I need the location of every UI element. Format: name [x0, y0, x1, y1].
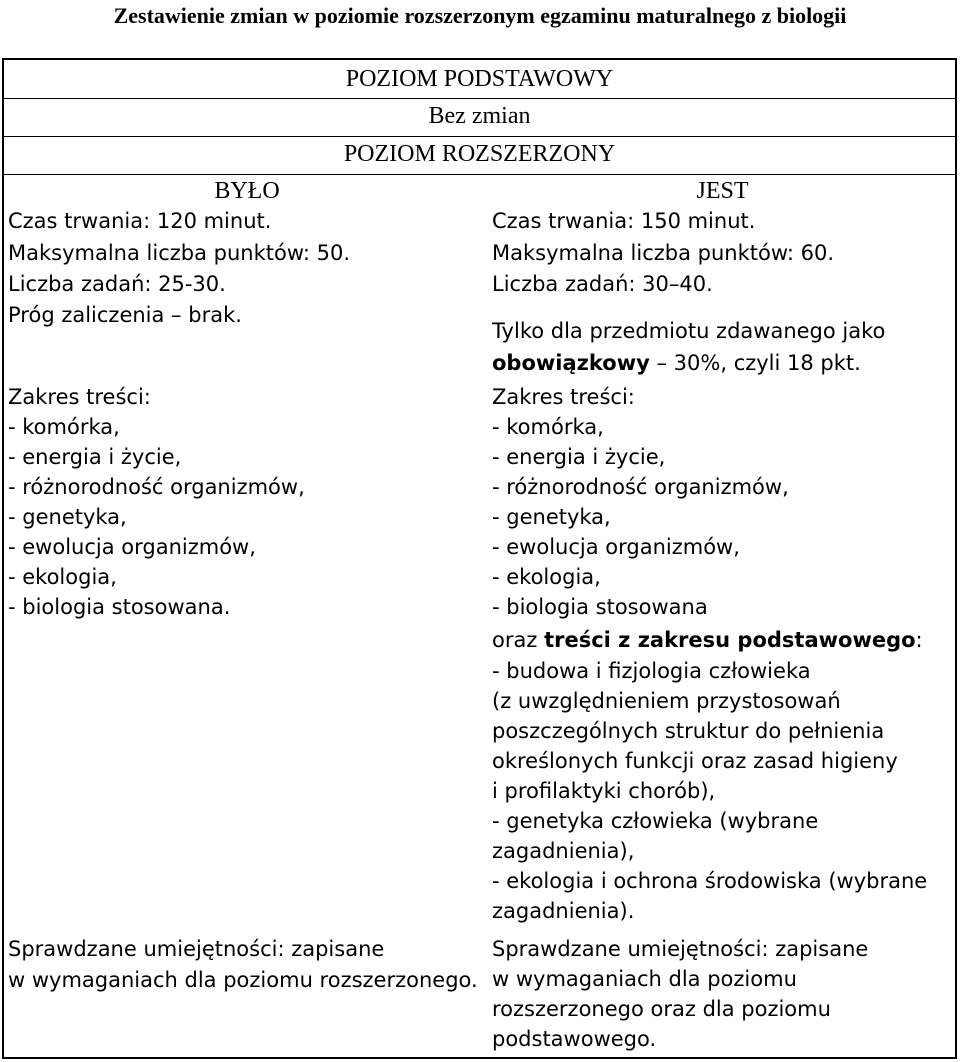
- before-skills-line-2: w wymaganiach dla poziomu rozszerzonego.: [8, 968, 478, 992]
- list-item: - ewolucja organizmów,: [8, 535, 256, 559]
- after-task-count: Liczba zadań: 30–40.: [492, 272, 713, 296]
- before-scope-list: [8, 412, 305, 622]
- column-header-after: JEST: [696, 178, 749, 204]
- list-item: - komórka,: [8, 415, 120, 439]
- list-item: - biologia stosowana.: [8, 595, 231, 619]
- column-header-before: BYŁO: [214, 178, 280, 204]
- extended-level-heading: POZIOM ROZSZERZONY: [343, 141, 616, 167]
- after-scope-list: [492, 412, 789, 622]
- list-item: - ekologia i ochrona środowiska (wybrane: [492, 869, 928, 893]
- before-threshold: Próg zaliczenia – brak.: [8, 303, 242, 327]
- after-max-points: Maksymalna liczba punktów: 60.: [492, 241, 835, 265]
- after-extra-scope-list: [492, 656, 927, 926]
- divider: [4, 174, 955, 175]
- list-item: - budowa i fizjologia człowieka: [492, 659, 811, 683]
- divider: [4, 136, 955, 137]
- before-max-points: Maksymalna liczba punktów: 50.: [8, 241, 351, 265]
- before-skills-line-1: Sprawdzane umiejętności: zapisane: [8, 937, 385, 961]
- list-item: - genetyka,: [8, 505, 127, 529]
- list-item: zagadnienia),: [492, 839, 635, 863]
- list-item: - genetyka człowieka (wybrane: [492, 809, 819, 833]
- mandatory-label: obowiązkowy: [492, 351, 650, 375]
- list-item: - ekologia,: [492, 565, 601, 589]
- before-task-count: Liczba zadań: 25-30.: [8, 272, 226, 296]
- before-duration: Czas trwania: 120 minut.: [8, 209, 272, 233]
- list-item: - biologia stosowana: [492, 595, 708, 619]
- list-item: (z uwzględnieniem przystosowań: [492, 689, 841, 713]
- list-item: - ekologia,: [8, 565, 117, 589]
- list-item: - ewolucja organizmów,: [492, 535, 740, 559]
- list-item: i profilaktyki chorób),: [492, 779, 716, 803]
- skills-line: w wymaganiach dla poziomu: [492, 967, 797, 991]
- basic-content-label: treści z zakresu podstawowego: [544, 628, 916, 652]
- list-item: - energia i życie,: [492, 445, 666, 469]
- skills-line: rozszerzonego oraz dla poziomu: [492, 997, 831, 1021]
- after-extra-scope-intro: oraz treści z zakresu podstawowego:: [492, 628, 923, 652]
- list-item: - genetyka,: [492, 505, 611, 529]
- divider: [4, 98, 955, 99]
- list-item: - komórka,: [492, 415, 604, 439]
- after-scope-heading: Zakres treści:: [492, 385, 635, 409]
- threshold-value: – 30%, czyli 18 pkt.: [649, 351, 861, 375]
- list-item: - różnorodność organizmów,: [492, 475, 789, 499]
- comparison-table: [2, 58, 957, 1059]
- list-item: określonych funkcji oraz zasad higieny: [492, 749, 898, 773]
- skills-line: podstawowego.: [492, 1027, 657, 1051]
- list-item: - energia i życie,: [8, 445, 182, 469]
- basic-level-note: Bez zmian: [428, 103, 531, 129]
- after-duration: Czas trwania: 150 minut.: [492, 209, 756, 233]
- after-threshold-line-1: Tylko dla przedmiotu zdawanego jako: [492, 319, 886, 343]
- skills-line: Sprawdzane umiejętności: zapisane: [492, 937, 869, 961]
- list-item: zagadnienia).: [492, 899, 635, 923]
- list-item: poszczególnych struktur do pełnienia: [492, 719, 885, 743]
- basic-level-heading: POZIOM PODSTAWOWY: [345, 66, 614, 92]
- document-title: Zestawienie zmian w poziomie rozszerzonym egzaminu maturalnego z biologii: [113, 3, 847, 28]
- after-threshold-line-2: [492, 348, 861, 378]
- before-scope-heading: Zakres treści:: [8, 385, 151, 409]
- list-item: - różnorodność organizmów,: [8, 475, 305, 499]
- after-skills: [492, 934, 868, 1054]
